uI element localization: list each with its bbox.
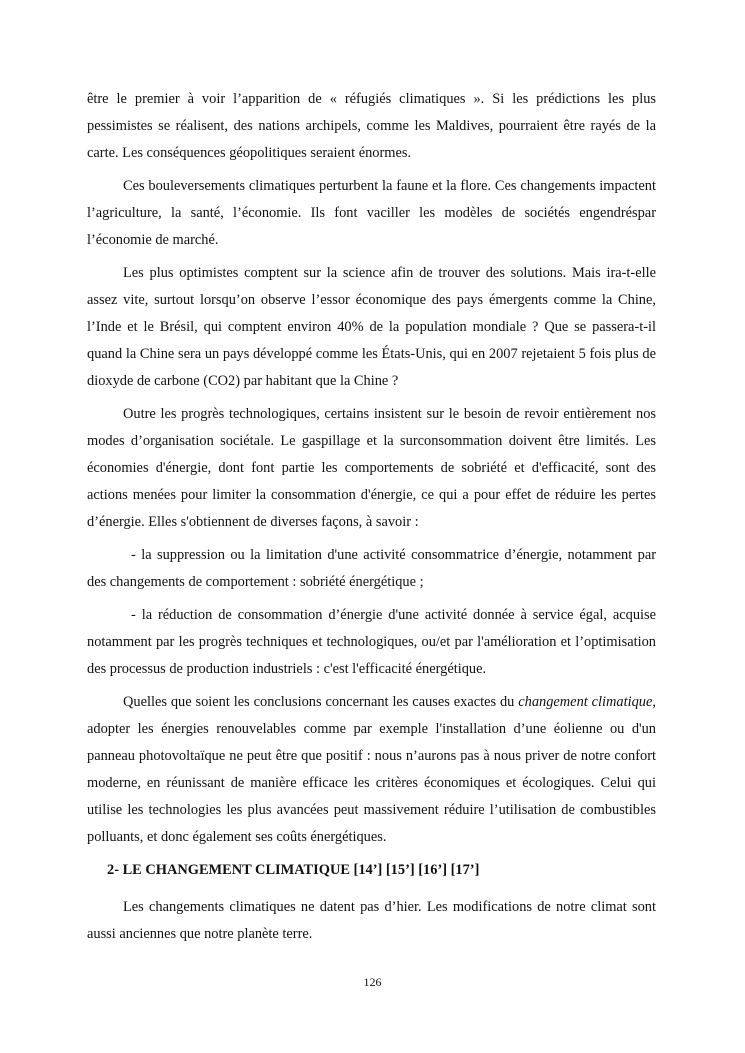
paragraph-2: Ces bouleversements climatiques perturbent la faune et la flore. Ces changements impactent l’agriculture, la santé, l’économie. Ils font vaciller les modèles de sociétés engendréspar l’économie de marché.: [87, 178, 656, 248]
paragraph-4: Outre les progrès technologiques, certains insistent sur le besoin de revoir entièrement nos modes d’organisation sociétale. Le gaspillage et la surconsommation doivent être limités. Les économies d'énergie, dont font partie les comportements de sobriété et d'efficacité, sont des actions menées pour limiter la consommation d'énergie, ce qui a pour effet de réduire les pertes d’énergie. Elles s'obtiennent de diverses façons, à savoir :: [87, 406, 656, 530]
section-body: [87, 894, 656, 954]
list-item-efficiency: - la réduction de consommation d’énergie d'une activité donnée à service égal, acquise notamment par les progrès techniques et technologiques, ou/et par l'amélioration et l’optimisation des processus de production industriels : c'est l'efficacité énergétique.: [87, 607, 656, 677]
paragraph-conclusion: [87, 689, 656, 851]
paragraph-1: être le premier à voir l’apparition de « réfugiés climatiques ». Si les prédictions les plus pessimistes se réalisent, des nations archipels, comme les Maldives, pourraient être rayés de la carte. Les conséquences géopolitiques seraient énormes.: [87, 91, 656, 161]
list-item-sobriety: - la suppression ou la limitation d'une activité consommatrice d’énergie, notamment par des changements de comportement : sobriété énergétique ;: [87, 547, 656, 590]
conclusion-after: , adopter les énergies renouvelables comme par exemple l'installation d’une éolienne ou d'un panneau photovoltaïque ne peut être que positif : nous n’aurons pas à nous priver de notre confort moderne, en réunissant de manière efficace les critères économiques et écologiques. Celui qui utilise les technologies les plus avancées peut massivement réduire l’utilisation de combustibles polluants, et donc également ses coûts énergétiques.: [87, 694, 656, 845]
section-heading: 2- LE CHANGEMENT CLIMATIQUE [14’] [15’] [16’] [17’]: [107, 862, 480, 878]
conclusion-before: Quelles que soient les conclusions concernant les causes exactes du: [123, 694, 519, 710]
section-paragraph: Les changements climatiques ne datent pas d’hier. Les modifications de notre climat sont aussi anciennes que notre planète terre.: [87, 899, 656, 942]
conclusion-emphasis: changement climatique: [518, 694, 653, 710]
page-number: 126: [363, 975, 382, 989]
paragraph-3: Les plus optimistes comptent sur la science afin de trouver des solutions. Mais ira-t-elle assez vite, surtout lorsqu’on observe l’essor économique des pays émergents comme la Chine, l’Inde et le Brésil, qui comptent environ 40% de la population mondiale ? Que se passera-t-il quand la Chine sera un pays développé comme les États-Unis, qui en 2007 rejetaient 5 fois plus de dioxyde de carbone (CO2) par habitant que la Chine ?: [87, 265, 656, 389]
page-body: [87, 86, 656, 857]
